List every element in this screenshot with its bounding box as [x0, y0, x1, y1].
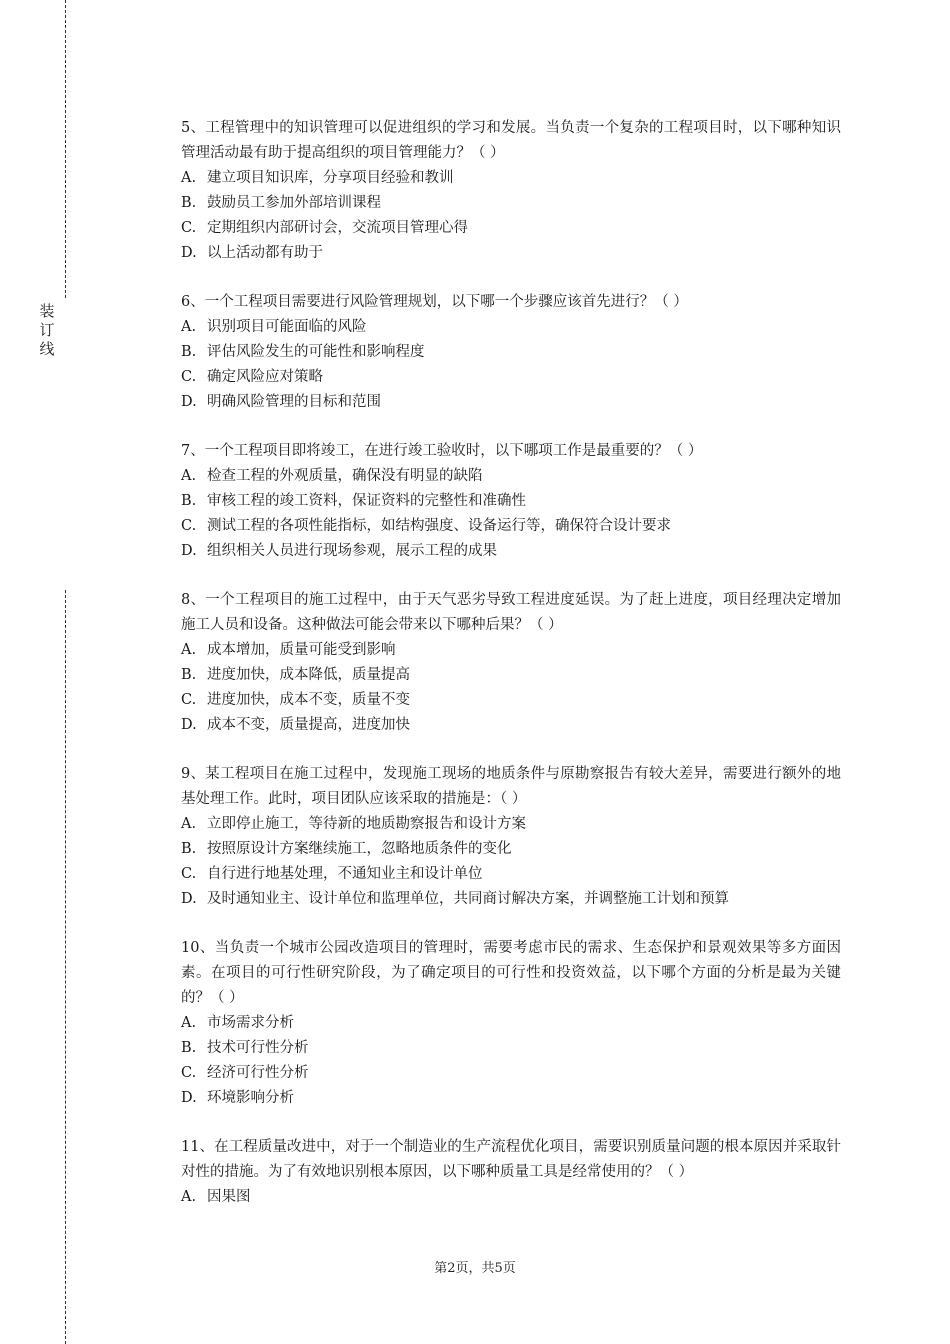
option-letter: A. [181, 1189, 197, 1205]
question-list [181, 116, 841, 1234]
option-text: 因果图 [207, 1189, 251, 1205]
option-a[interactable] [181, 315, 841, 340]
question-stem: 5、工程管理中的知识管理可以促进组织的学习和发展。当负责一个复杂的工程项目时，以下哪种知识管理活动最有助于提高组织的项目管理能力？（ ） [181, 120, 841, 161]
option-text: 审核工程的竣工资料，保证资料的完整性和准确性 [207, 493, 526, 509]
question-5 [181, 116, 841, 266]
option-letter: D. [181, 245, 197, 261]
option-letter: B. [181, 195, 197, 211]
option-c[interactable] [181, 688, 841, 713]
option-a[interactable] [181, 1011, 841, 1036]
option-c[interactable] [181, 862, 841, 887]
option-letter: C. [181, 1065, 197, 1081]
option-c[interactable] [181, 216, 841, 241]
question-stem: 7、一个工程项目即将竣工，在进行竣工验收时，以下哪项工作是最重要的？（ ） [181, 443, 703, 459]
option-text: 成本不变，质量提高，进度加快 [207, 717, 410, 733]
option-text: 自行进行地基处理，不通知业主和设计单位 [207, 866, 483, 882]
option-letter: A. [181, 1015, 197, 1031]
option-letter: D. [181, 543, 197, 559]
question-stem: 11、在工程质量改进中，对于一个制造业的生产流程优化项目，需要识别质量问题的根本原因并采取针对性的措施。为了有效地识别根本原因，以下哪种质量工具是经常使用的？（ ） [181, 1139, 841, 1180]
binding-char: 线 [39, 340, 55, 358]
option-text: 立即停止施工，等待新的地质勘察报告和设计方案 [207, 816, 526, 832]
question-stem: 8、一个工程项目的施工过程中，由于天气恶劣导致工程进度延误。为了赶上进度，项目经理决定增加施工人员和设备。这种做法可能会带来以下哪种后果？（ ） [181, 592, 841, 633]
option-letter: A. [181, 816, 197, 832]
binding-dashed-line-bottom [65, 590, 66, 1344]
option-letter: C. [181, 220, 197, 236]
option-text: 确定风险应对策略 [207, 369, 323, 385]
option-letter: A. [181, 319, 197, 335]
option-letter: A. [181, 642, 197, 658]
option-d[interactable] [181, 390, 841, 415]
option-letter: A. [181, 170, 197, 186]
option-c[interactable] [181, 514, 841, 539]
option-text: 进度加快，成本降低，质量提高 [207, 667, 410, 683]
option-c[interactable] [181, 1061, 841, 1086]
option-text: 鼓励员工参加外部培训课程 [207, 195, 381, 211]
option-text: 建立项目知识库，分享项目经验和教训 [207, 170, 454, 186]
option-text: 明确风险管理的目标和范围 [207, 394, 381, 410]
question-6 [181, 290, 841, 415]
option-b[interactable] [181, 340, 841, 365]
option-letter: B. [181, 667, 197, 683]
option-b[interactable] [181, 191, 841, 216]
option-letter: D. [181, 394, 197, 410]
question-stem: 6、一个工程项目需要进行风险管理规划，以下哪一个步骤应该首先进行？（ ） [181, 294, 688, 310]
option-letter: B. [181, 841, 197, 857]
page-footer: 第2页，共5页 [434, 1261, 516, 1276]
binding-char: 装 [39, 302, 55, 320]
option-text: 技术可行性分析 [207, 1040, 309, 1056]
option-b[interactable] [181, 837, 841, 862]
question-stem: 9、某工程项目在施工过程中，发现施工现场的地质条件与原勘察报告有较大差异，需要进行额外的地基处理工作。此时，项目团队应该采取的措施是：（ ） [181, 766, 841, 807]
option-b[interactable] [181, 489, 841, 514]
option-letter: C. [181, 369, 197, 385]
question-11 [181, 1135, 841, 1210]
option-letter: D. [181, 891, 197, 907]
question-7 [181, 439, 841, 564]
option-a[interactable] [181, 464, 841, 489]
option-text: 进度加快，成本不变，质量不变 [207, 692, 410, 708]
option-a[interactable] [181, 1185, 841, 1210]
option-letter: D. [181, 717, 197, 733]
option-c[interactable] [181, 365, 841, 390]
option-a[interactable] [181, 166, 841, 191]
option-letter: B. [181, 493, 197, 509]
option-b[interactable] [181, 1036, 841, 1061]
option-text: 按照原设计方案继续施工，忽略地质条件的变化 [207, 841, 512, 857]
option-text: 及时通知业主、设计单位和监理单位，共同商讨解决方案，并调整施工计划和预算 [207, 891, 729, 907]
option-letter: C. [181, 692, 197, 708]
question-8 [181, 588, 841, 738]
option-letter: A. [181, 468, 197, 484]
option-text: 检查工程的外观质量，确保没有明显的缺陷 [207, 468, 483, 484]
binding-char: 订 [39, 321, 55, 339]
option-d[interactable] [181, 887, 841, 912]
option-letter: B. [181, 344, 197, 360]
option-a[interactable] [181, 638, 841, 663]
question-stem: 10、当负责一个城市公园改造项目的管理时，需要考虑市民的需求、生态保护和景观效果等多方面因素。在项目的可行性研究阶段，为了确定项目的可行性和投资效益，以下哪个方面的分析是最为关键的？（ ） [181, 940, 841, 1006]
question-9 [181, 762, 841, 912]
option-text: 经济可行性分析 [207, 1065, 309, 1081]
option-text: 评估风险发生的可能性和影响程度 [207, 344, 425, 360]
question-10 [181, 936, 841, 1111]
option-letter: D. [181, 1090, 197, 1106]
option-text: 环境影响分析 [207, 1090, 294, 1106]
option-text: 识别项目可能面临的风险 [207, 319, 367, 335]
option-text: 定期组织内部研讨会，交流项目管理心得 [207, 220, 468, 236]
option-d[interactable] [181, 241, 841, 266]
option-text: 组织相关人员进行现场参观，展示工程的成果 [207, 543, 497, 559]
binding-line-label [37, 302, 57, 359]
option-text: 市场需求分析 [207, 1015, 294, 1031]
option-d[interactable] [181, 1086, 841, 1111]
option-text: 测试工程的各项性能指标，如结构强度、设备运行等，确保符合设计要求 [207, 518, 671, 534]
option-text: 以上活动都有助于 [207, 245, 323, 261]
option-d[interactable] [181, 539, 841, 564]
binding-dashed-line-top [65, 0, 66, 298]
option-letter: C. [181, 518, 197, 534]
option-b[interactable] [181, 663, 841, 688]
option-text: 成本增加，质量可能受到影响 [207, 642, 396, 658]
option-letter: C. [181, 866, 197, 882]
option-letter: B. [181, 1040, 197, 1056]
option-d[interactable] [181, 713, 841, 738]
option-a[interactable] [181, 812, 841, 837]
